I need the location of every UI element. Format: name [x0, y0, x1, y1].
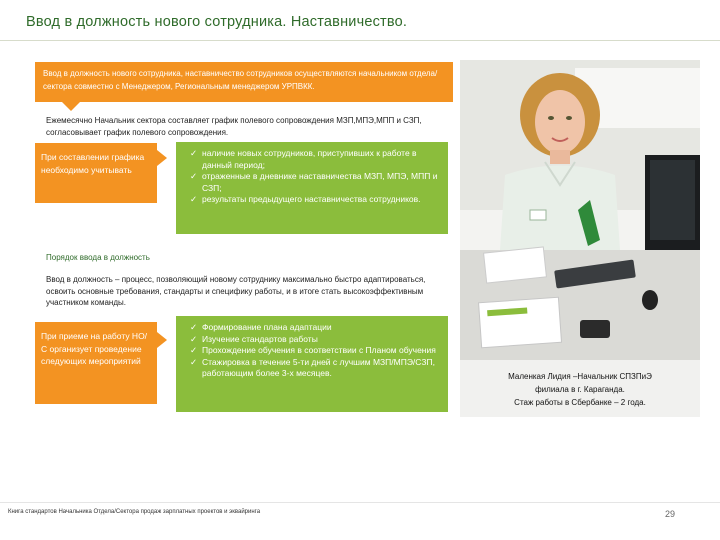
employee-photo — [460, 60, 700, 417]
schedule-callout — [35, 143, 157, 203]
schedule-callout-text: При составлении графика необходимо учитывать — [41, 152, 145, 175]
schedule-paragraph: Ежемесячно Начальник сектора составляет график полевого сопровождения МЗП,МПЭ,МПП и СЗП, согласовывает график полевого сопровождения. — [46, 116, 422, 137]
footer-text: Книга стандартов Начальника Отдела/Сектора продаж зарплатных проектов и эквайринга — [8, 509, 261, 515]
check-icon: ✓ — [190, 148, 198, 158]
check-icon: ✓ — [190, 171, 198, 181]
photo-caption — [470, 370, 690, 409]
hiring-callout-arrow — [157, 332, 167, 348]
employee-photo-illustration — [460, 60, 700, 360]
caption-name: Маленкая Лидия –Начальник СПЗПиЭ — [508, 372, 652, 381]
list-item: ✓ Прохождение обучения в соответствии с Планом обучения — [190, 345, 436, 355]
footer-divider — [0, 502, 720, 503]
check-icon: ✓ — [190, 322, 198, 332]
list-item: ✓ наличие новых сотрудников, приступивших к работе в данный период; — [190, 148, 417, 170]
list-item: ✓ Стажировка в течение 5-ти дней с лучшим МЗП/МПЭ/СЗП, работающим более 3-х месяцев. — [190, 356, 435, 378]
list-item: ✓ Формирование плана адаптации — [190, 322, 332, 332]
hiring-callout-text: При приеме на работу НО/С организует проведение следующих мероприятий — [41, 331, 148, 366]
title-divider — [0, 40, 720, 41]
hiring-steps-list — [190, 322, 438, 380]
check-icon: ✓ — [190, 333, 198, 344]
caption-experience: Стаж работы в Сбербанке – 2 года. — [514, 398, 646, 407]
caption-branch: филиала в г. Караганда. — [535, 385, 625, 394]
check-icon: ✓ — [190, 356, 198, 367]
intro-text: Ввод в должность нового сотрудника, наставничество сотрудников осуществляются начальником отдела/сектора совместно с Менеджером, Региональным менеджером УРПВКК. — [43, 69, 438, 91]
check-icon: ✓ — [190, 345, 198, 355]
list-item: ✓ результаты предыдущего наставничества сотрудников. — [190, 194, 421, 204]
page-number: 29 — [665, 509, 676, 519]
list-item: ✓ Изучение стандартов работы — [190, 333, 318, 344]
intro-box-tail — [62, 102, 80, 111]
list-item: ✓ отраженные в дневнике наставничества МЗП, МПЭ, МПП и СЗП; — [190, 171, 438, 193]
check-icon: ✓ — [190, 194, 198, 204]
hiring-steps-box — [176, 316, 448, 412]
schedule-criteria-list — [190, 148, 438, 206]
schedule-criteria-box — [176, 142, 448, 234]
page-title: Ввод в должность нового сотрудника. Наставничество. — [26, 14, 408, 30]
hiring-callout — [35, 322, 157, 404]
section-label: Порядок ввода в должность — [46, 253, 150, 262]
section-paragraph: Ввод в должность – процесс, позволяющий новому сотруднику максимально быстро адаптироваться, освоить основные требования, стандарты и специфику работы, и в итоге стать высокоэффективным участником команды. — [46, 275, 426, 307]
schedule-callout-arrow — [157, 150, 167, 166]
intro-box — [35, 62, 453, 102]
